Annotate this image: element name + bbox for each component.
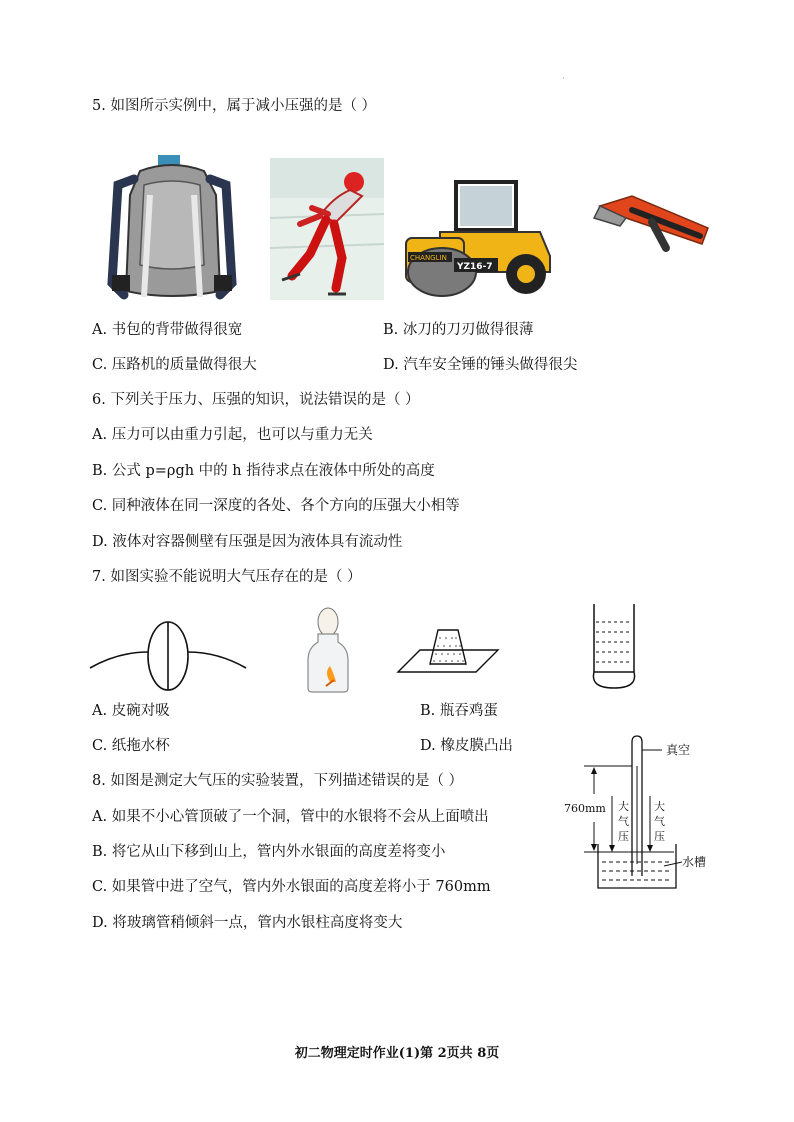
q8-stem: 8. 如图是测定大气压的实验装置，下列描述错误的是（ ） [92, 773, 464, 789]
q5-option-c: C. 压路机的质量做得很大 [92, 357, 257, 373]
paper-cup-diagram [396, 626, 500, 678]
height-label: 760mm [564, 802, 606, 815]
q7-option-b: B. 瓶吞鸡蛋 [420, 703, 498, 719]
q7-option-a: A. 皮碗对吸 [92, 703, 170, 719]
safety-hammer-image [592, 188, 714, 258]
torricelli-apparatus-diagram [560, 734, 730, 894]
egg [318, 608, 338, 636]
atm-left-3: 压 [618, 830, 629, 843]
stray-dot: · [562, 74, 565, 84]
skater-helmet [344, 172, 364, 192]
page-footer: 初二物理定时作业(1)第 2页共 8页 [294, 1046, 500, 1061]
atm-right-1: 大 [654, 800, 665, 813]
q7-option-d: D. 橡皮膜凸出 [420, 738, 513, 754]
q5-option-d: D. 汽车安全锤的锤头做得很尖 [383, 357, 578, 373]
suction-cups-diagram [88, 618, 248, 694]
q8-option-c: C. 如果管中进了空气，管内外水银面的高度差将小于 760mm [92, 879, 491, 895]
q8-option-a: A. 如果不小心管顶破了一个洞，管中的水银将不会从上面喷出 [92, 809, 489, 825]
rubber-membrane [593, 672, 634, 688]
q7-stem: 7. 如图实验不能说明大气压存在的是（ ） [92, 569, 362, 585]
q6-option-b: B. 公式 p=ρgh 中的 h 指待求点在液体中所处的高度 [92, 463, 435, 479]
q6-option-a: A. 压力可以由重力引起，也可以与重力无关 [92, 427, 373, 443]
vacuum-label: 真空 [666, 743, 691, 757]
q6-option-c: C. 同种液体在同一深度的各处、各个方向的压强大小相等 [92, 498, 460, 514]
atm-right-3: 压 [654, 830, 665, 843]
trough-label: 水槽 [682, 855, 707, 869]
atm-left-1: 大 [618, 800, 629, 813]
road-roller-image [400, 176, 560, 300]
atm-left-2: 气 [618, 815, 629, 828]
q5-option-a: A. 书包的背带做得很宽 [92, 322, 243, 338]
backpack-image [104, 155, 240, 307]
q7-option-c: C. 纸拖水杯 [92, 738, 170, 754]
ice-skater-image [270, 158, 384, 300]
atm-right-2: 气 [654, 815, 665, 828]
roller-model: YZ16-7 [457, 262, 493, 272]
q8-option-b: B. 将它从山下移到山上，管内外水银面的高度差将变小 [92, 844, 446, 860]
q5-stem: 5. 如图所示实例中，属于减小压强的是（ ） [92, 98, 377, 114]
roller-brand: CHANGLIN [410, 254, 447, 262]
q8-option-d: D. 将玻璃管稍倾斜一点，管内水银柱高度将变大 [92, 915, 403, 931]
q6-stem: 6. 下列关于压力、压强的知识，说法错误的是（ ） [92, 392, 420, 408]
q5-option-b: B. 冰刀的刀刃做得很薄 [383, 322, 534, 338]
q6-option-d: D. 液体对容器侧壁有压强是因为液体具有流动性 [92, 534, 403, 550]
rubber-membrane-diagram [588, 602, 640, 694]
egg-bottle-diagram [304, 606, 352, 694]
